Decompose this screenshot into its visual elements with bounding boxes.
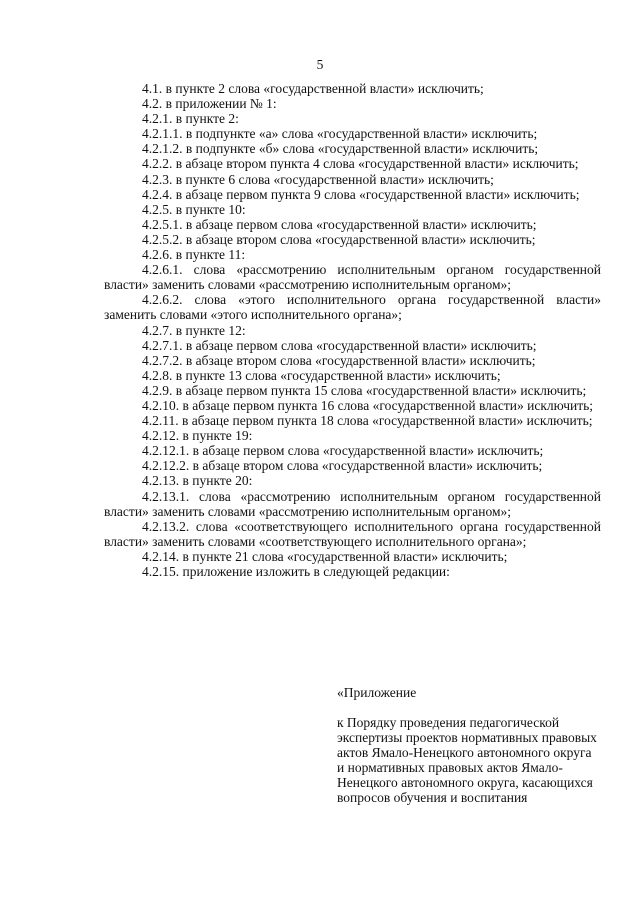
- amendment-item: 4.2.11. в абзаце первом пункта 18 слова «государственной власти» исключить;: [142, 413, 593, 429]
- amendment-item: 4.2.14. в пункте 21 слова «государственной власти» исключить;: [142, 548, 508, 564]
- amendment-item: 4.2.12. в пункте 19:: [142, 428, 253, 444]
- amendment-item: 4.2.5. в пункте 10:: [142, 201, 246, 217]
- annex-caption: к Порядку проведения педагогической экспертизы проектов нормативных правовых актов Ямало-Ненецкого автономного округа и нормативных правовых актов Ямало-Ненецкого автономного округа, касающихся вопросов обучения и воспитания: [337, 715, 597, 806]
- amendment-item: 4.2.1. в пункте 2:: [142, 111, 239, 127]
- amendment-item: 4.2.4. в абзаце первом пункта 9 слова «государственной власти» исключить;: [142, 186, 580, 202]
- amendment-item: 4.2.13.2. слова «соответствующего исполнительного органа государственной власти» заменить словами «соответствующего исполнительного органа»;: [104, 518, 601, 549]
- amendment-item: 4.2.5.2. в абзаце втором слова «государственной власти» исключить;: [142, 231, 536, 247]
- amendment-item: 4.2.12.1. в абзаце первом слова «государственной власти» исключить;: [142, 443, 544, 459]
- amendment-item: 4.2.13.1. слова «рассмотрению исполнительным органом государственной власти» заменить словами «рассмотрению исполнительным органом»;: [104, 488, 601, 519]
- amendment-item: 4.2.15. приложение изложить в следующей редакции:: [142, 564, 450, 579]
- amendment-item: 4.2.10. в абзаце первом пункта 16 слова «государственной власти» исключить;: [142, 397, 594, 413]
- amendment-item: 4.2.7.2. в абзаце втором слова «государственной власти» исключить;: [142, 352, 536, 368]
- amendment-item: 4.2. в приложении № 1:: [142, 96, 277, 112]
- amendment-item: 4.2.6.1. слова «рассмотрению исполнительным органом государственной власти» заменить словами «рассмотрению исполнительным органом»;: [104, 262, 601, 293]
- amendment-item: 4.2.1.1. в подпункте «а» слова «государственной власти» исключить;: [142, 126, 538, 142]
- amendment-item: 4.2.12.2. в абзаце втором слова «государственной власти» исключить;: [142, 458, 543, 474]
- amendment-item: 4.2.1.2. в подпункте «б» слова «государственной власти» исключить;: [142, 141, 539, 157]
- amendment-item: 4.2.6. в пункте 11:: [142, 247, 246, 263]
- amendment-item: 4.2.2. в абзаце втором пункта 4 слова «государственной власти» исключить;: [142, 156, 579, 172]
- annex-title: «Приложение: [337, 685, 417, 700]
- page-number: 5: [316, 57, 324, 72]
- amendments-list: [104, 81, 601, 579]
- amendment-item: 4.2.7. в пункте 12:: [142, 322, 246, 338]
- amendment-item: 4.2.3. в пункте 6 слова «государственной власти» исключить;: [142, 171, 494, 187]
- amendment-item: 4.2.5.1. в абзаце первом слова «государственной власти» исключить;: [142, 216, 537, 232]
- amendment-item: 4.2.9. в абзаце первом пункта 15 слова «государственной власти» исключить;: [142, 382, 587, 398]
- amendment-item: 4.2.13. в пункте 20:: [142, 473, 253, 489]
- amendment-item: 4.1. в пункте 2 слова «государственной власти» исключить;: [142, 81, 484, 96]
- amendment-item: 4.2.6.2. слова «этого исполнительного органа государственной власти» заменить словами «этого исполнительного органа»;: [104, 292, 601, 323]
- amendment-item: 4.2.8. в пункте 13 слова «государственной власти» исключить;: [142, 367, 501, 383]
- amendment-item: 4.2.7.1. в абзаце первом слова «государственной власти» исключить;: [142, 337, 537, 353]
